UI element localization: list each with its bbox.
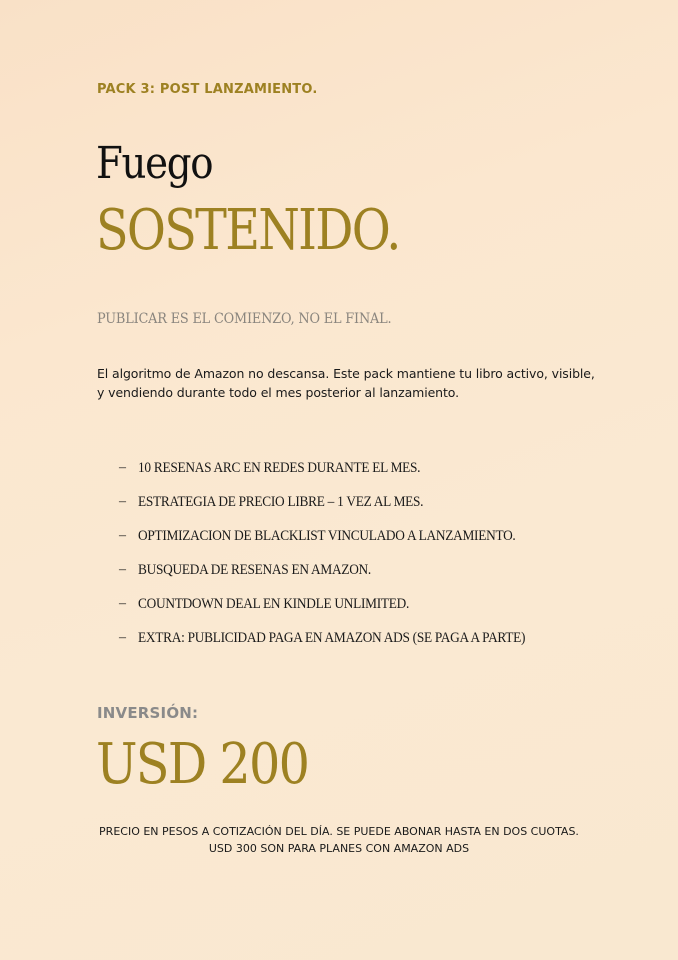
dash-bullet: – (119, 630, 126, 645)
feature-text: COUNTDOWN DEAL EN KINDLE UNLIMITED. (138, 595, 410, 612)
dash-bullet: – (119, 460, 126, 475)
footnote-line-2: USD 300 SON PARA PLANES CON AMAZON ADS (208, 842, 470, 855)
list-item (119, 553, 559, 587)
title-line-1: Fuego (96, 138, 213, 189)
list-item (119, 621, 559, 655)
title-line-2: SOSTENIDO. (96, 198, 400, 263)
pack-eyebrow: PACK 3: POST LANZAMIENTO. (97, 82, 318, 97)
feature-text: EXTRA: PUBLICIDAD PAGA EN AMAZON ADS (SE PAGA A PARTE) (138, 629, 526, 646)
feature-list (119, 451, 559, 655)
list-item (119, 451, 559, 485)
list-item (119, 519, 559, 553)
feature-text: BUSQUEDA DE RESENAS EN AMAZON. (138, 561, 371, 578)
dash-bullet: – (119, 528, 126, 543)
list-item (119, 485, 559, 519)
price-value: USD 200 (96, 732, 309, 797)
dash-bullet: – (119, 494, 126, 509)
footnote-line-1: PRECIO EN PESOS A COTIZACIÓN DEL DÍA. SE PUEDE ABONAR HASTA EN DOS CUOTAS. (99, 825, 579, 838)
investment-label: INVERSIÓN: (97, 704, 199, 722)
dash-bullet: – (119, 596, 126, 611)
subtitle: PUBLICAR ES EL COMIENZO, NO EL FINAL. (97, 311, 392, 327)
dash-bullet: – (119, 562, 126, 577)
footnote (0, 823, 678, 857)
list-item (119, 587, 559, 621)
feature-text: 10 RESENAS ARC EN REDES DURANTE EL MES. (138, 459, 421, 476)
feature-text: OPTIMIZACION DE BLACKLIST VINCULADO A LANZAMIENTO. (138, 527, 516, 544)
intro-paragraph: El algoritmo de Amazon no descansa. Este pack mantiene tu libro activo, visible, y vendiendo durante todo el mes posterior al lanzamiento. (97, 366, 595, 400)
feature-text: ESTRATEGIA DE PRECIO LIBRE – 1 VEZ AL MES. (138, 493, 424, 510)
